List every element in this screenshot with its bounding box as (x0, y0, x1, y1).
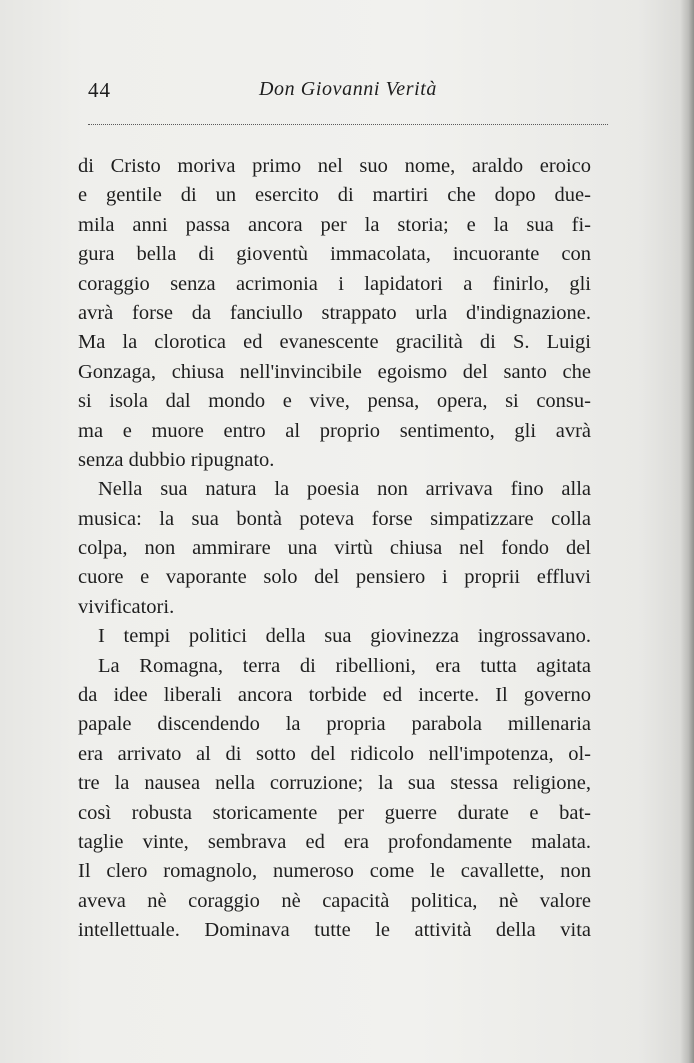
paragraph-end-line: vivificatori. (78, 595, 175, 618)
text-line: ma e muore entro al proprio sentimento, gli avrà (78, 419, 591, 442)
page-edge-shadow (680, 0, 694, 1063)
running-title: Don Giovanni Verità (258, 78, 438, 100)
text-line: tre la nausea nella corruzione; la sua stessa religione, (78, 772, 591, 795)
text-line: era arrivato al di sotto del ridicolo nell'impotenza, ol- (78, 742, 591, 765)
paragraph-start-line: La Romagna, terra di ribellioni, era tutta agitata (98, 654, 591, 677)
text-line: intellettuale. Dominava tutte le attività della vita (78, 919, 591, 942)
text-line: papale discendendo la propria parabola millenaria (78, 713, 591, 736)
text-line: Gonzaga, chiusa nell'invincibile egoismo del santo che (78, 360, 591, 383)
paragraph-end-line: senza dubbio ripugnato. (78, 448, 275, 471)
text-line: gura bella di gioventù immacolata, incuorante con (78, 243, 591, 266)
text-line: aveva nè coraggio nè capacità politica, nè valore (78, 889, 591, 912)
text-line: da idee liberali ancora torbide ed incerte. Il governo (78, 684, 591, 707)
text-line: colpa, non ammirare una virtù chiusa nel fondo del (78, 537, 591, 560)
header-dotted-rule (88, 124, 608, 125)
text-line: avrà forse da fanciullo strappato urla d'indignazione. (78, 301, 591, 324)
page-number: 44 (88, 78, 111, 102)
body-text (78, 152, 591, 946)
text-line: mila anni passa ancora per la storia; e la sua fi- (78, 213, 591, 236)
text-line: coraggio senza acrimonia i lapidatori a finirlo, gli (78, 272, 591, 295)
text-line: musica: la sua bontà poteva forse simpatizzare colla (78, 507, 591, 530)
text-line: taglie vinte, sembrava ed era profondamente malata. (78, 830, 591, 853)
text-line: così robusta storicamente per guerre durate e bat- (78, 801, 591, 824)
page-header (88, 78, 608, 108)
text-line: Ma la clorotica ed evanescente gracilità di S. Luigi (78, 331, 591, 354)
text-line: Il clero romagnolo, numeroso come le cavallette, non (78, 860, 591, 883)
text-line: cuore e vaporante solo del pensiero i proprii effluvi (78, 566, 591, 589)
paragraph-start-line: Nella sua natura la poesia non arrivava fino alla (98, 478, 591, 501)
paragraph-start-line: I tempi politici della sua giovinezza ingrossavano. (98, 625, 591, 648)
text-line: di Cristo moriva primo nel suo nome, araldo eroico (78, 155, 591, 177)
text-line: si isola dal mondo e vive, pensa, opera, si consu- (78, 390, 591, 413)
text-line: e gentile di un esercito di martiri che dopo due- (78, 184, 591, 207)
